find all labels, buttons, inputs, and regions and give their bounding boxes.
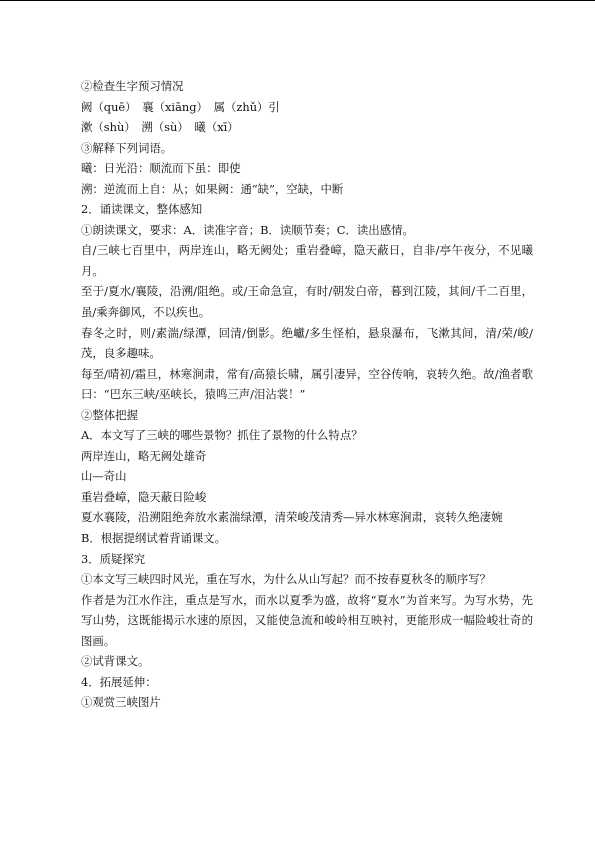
text-line: 夏水襄陵，沿溯阻绝奔放水素湍绿潭，清荣峻茂清秀—异水林寒涧肃，哀转久绝凄婉 xyxy=(81,510,503,525)
text-line: 阙（quē） 襄（xiāng） 属（zhǔ）引 xyxy=(81,99,280,114)
text-line: 溯：逆流而上自：从；如果阙：通“缺”，空缺，中断 xyxy=(81,181,344,196)
text-line: ①观赏三峡图片 xyxy=(81,695,161,710)
text-line: 山—奇山 xyxy=(81,469,127,484)
text-line: ①朗读课文，要求：A．读准字音；B．读顺节奏；C．读出感情。 xyxy=(81,222,414,237)
section-heading: 3．质疑探究 xyxy=(81,551,146,566)
text-line: ①本文写三峡四时风光，重在写水，为什么从山写起？而不按春夏秋冬的顺序写？ xyxy=(81,572,492,587)
text-line: 曦：日光沿：顺流而下虽：即使 xyxy=(81,161,241,176)
document-body xyxy=(81,76,533,713)
text-line: ②整体把握 xyxy=(81,407,138,422)
answer-paragraph: 作者是为江水作注，重点是写水，而水以夏季为盛，故将“夏水”为首来写。为写水势，先写山势，这既能揭示水速的原因，又能使急流和峻岭相互映衬，更能形成一幅险峻壮奇的图画。 xyxy=(81,592,533,648)
text-line: ③解释下列词语。 xyxy=(81,140,173,155)
passage-paragraph: 至于/夏水/襄陵，沿溯/阻绝。或/王命急宣，有时/朝发白帝，暮到江陵，其间/千二百里，虽/乘奔御风，不以疾也。 xyxy=(81,284,533,320)
text-line: B．根据提纲试着背诵课文。 xyxy=(81,531,227,546)
text-line: 漱（shù） 溯（sù） 曦（xī） xyxy=(81,120,239,135)
text-line: 重岩叠嶂，隐天蔽日险峻 xyxy=(81,489,207,504)
section-heading: 2．诵读课文，整体感知 xyxy=(81,202,203,217)
section-heading: 4．拓展延伸： xyxy=(81,674,157,689)
passage-paragraph: 自/三峡七百里中，两岸连山，略无阙处；重岩叠嶂，隐天蔽日，自非/亭午夜分，不见曦月。 xyxy=(81,243,533,278)
passage-paragraph: 春冬之时，则/素湍/绿潭，回清/倒影。绝巘/多生怪柏，悬泉瀑布，飞漱其间，清/荣/峻/茂，良多趣味。 xyxy=(81,325,533,361)
text-line: ②检查生字预习情况 xyxy=(81,79,184,93)
text-line: ②试背课文。 xyxy=(81,654,150,669)
passage-paragraph: 每至/晴初/霜旦，林寒涧肃，常有/高猿长啸，属引凄异，空谷传响，哀转久绝。故/渔者歌曰：“巴东三峡/巫峡长，猿鸣三声/泪沾裳！” xyxy=(81,366,533,402)
page-top-border xyxy=(0,0,595,1)
text-line: A．本文写了三峡的哪些景物？抓住了景物的什么特点？ xyxy=(81,428,363,443)
text-line: 两岸连山，略无阙处雄奇 xyxy=(81,448,207,463)
